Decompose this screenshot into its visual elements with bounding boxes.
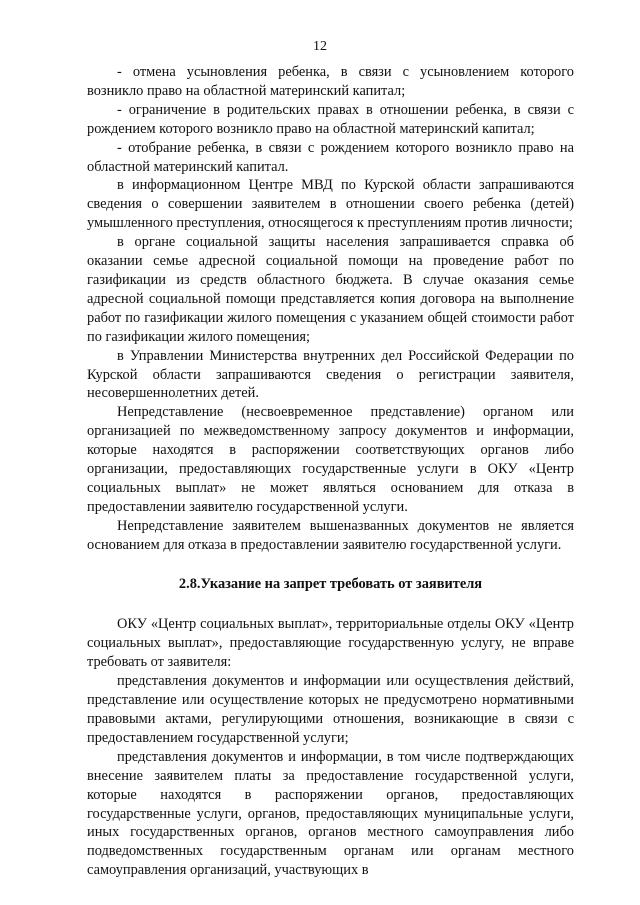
paragraph: - ограничение в родительских правах в отношении ребенка, в связи с рождением которого возникло право на областной материнский капитал; [87, 101, 574, 137]
paragraph: - отмена усыновления ребенка, в связи с усыновлением которого возникло право на областной материнский капитал; [87, 64, 574, 99]
page-body [87, 63, 574, 880]
page-number: 12 [313, 39, 327, 54]
paragraph: в информационном Центре МВД по Курской области запрашиваются сведения о совершении заявителем в отношении своего ребенка (детей) умышленного преступления, относящегося к преступлениям против личности; [87, 177, 574, 232]
paragraph: представления документов и информации, в том числе подтверждающих внесение заявителем платы за предоставление государственной услуги, которые находятся в распоряжении органов, предоставляющих государственные услуги, органов, предоставляющих муниципальные услуги, иных государственных органов, органов местного самоуправления либо подведомственных государственным органам или органам местного самоуправления организаций, участвующих в [87, 748, 574, 879]
paragraph: представления документов и информации или осуществления действий, представление или осуществление которых не предусмотрено нормативными правовыми актами, регулирующими отношения, возникающие в связи с предоставлением государственной услуги; [87, 673, 574, 746]
paragraph: Непредставление (несвоевременное представление) органом или организацией по межведомственному запросу документов и информации, которые находятся в распоряжении соответствующих органов либо организации, предоставляющих государственные услуги в ОКУ «Центр социальных выплат» не может являться основанием для отказа в предоставлении заявителю государственной услуги. [87, 404, 574, 515]
paragraph: - отобрание ребенка, в связи с рождением которого возникло право на областной материнский капитал. [87, 139, 574, 175]
paragraph: в Управлении Министерства внутренних дел Российской Федерации по Курской области запрашиваются сведения о регистрации заявителя, несовершеннолетних детей. [87, 347, 574, 402]
paragraph: в органе социальной защиты населения запрашивается справка об оказании семье адресной социальной помощи на проведение работ по газификации из средств областного бюджета. В случае оказания семье адресной социальной помощи представляется копия договора на выполнение работ по газификации жилого помещения с указанием общей стоимости работ по газификации жилого помещения; [87, 234, 574, 345]
section-heading: 2.8.Указание на запрет требовать от заявителя [178, 575, 483, 592]
paragraph: ОКУ «Центр социальных выплат», территориальные отделы ОКУ «Центр социальных выплат», предоставляющие государственную услугу, не вправе требовать от заявителя: [87, 616, 574, 671]
paragraph: Непредставление заявителем вышеназванных документов не является основанием для отказа в предоставлении заявителю государственной услуги. [87, 517, 574, 553]
